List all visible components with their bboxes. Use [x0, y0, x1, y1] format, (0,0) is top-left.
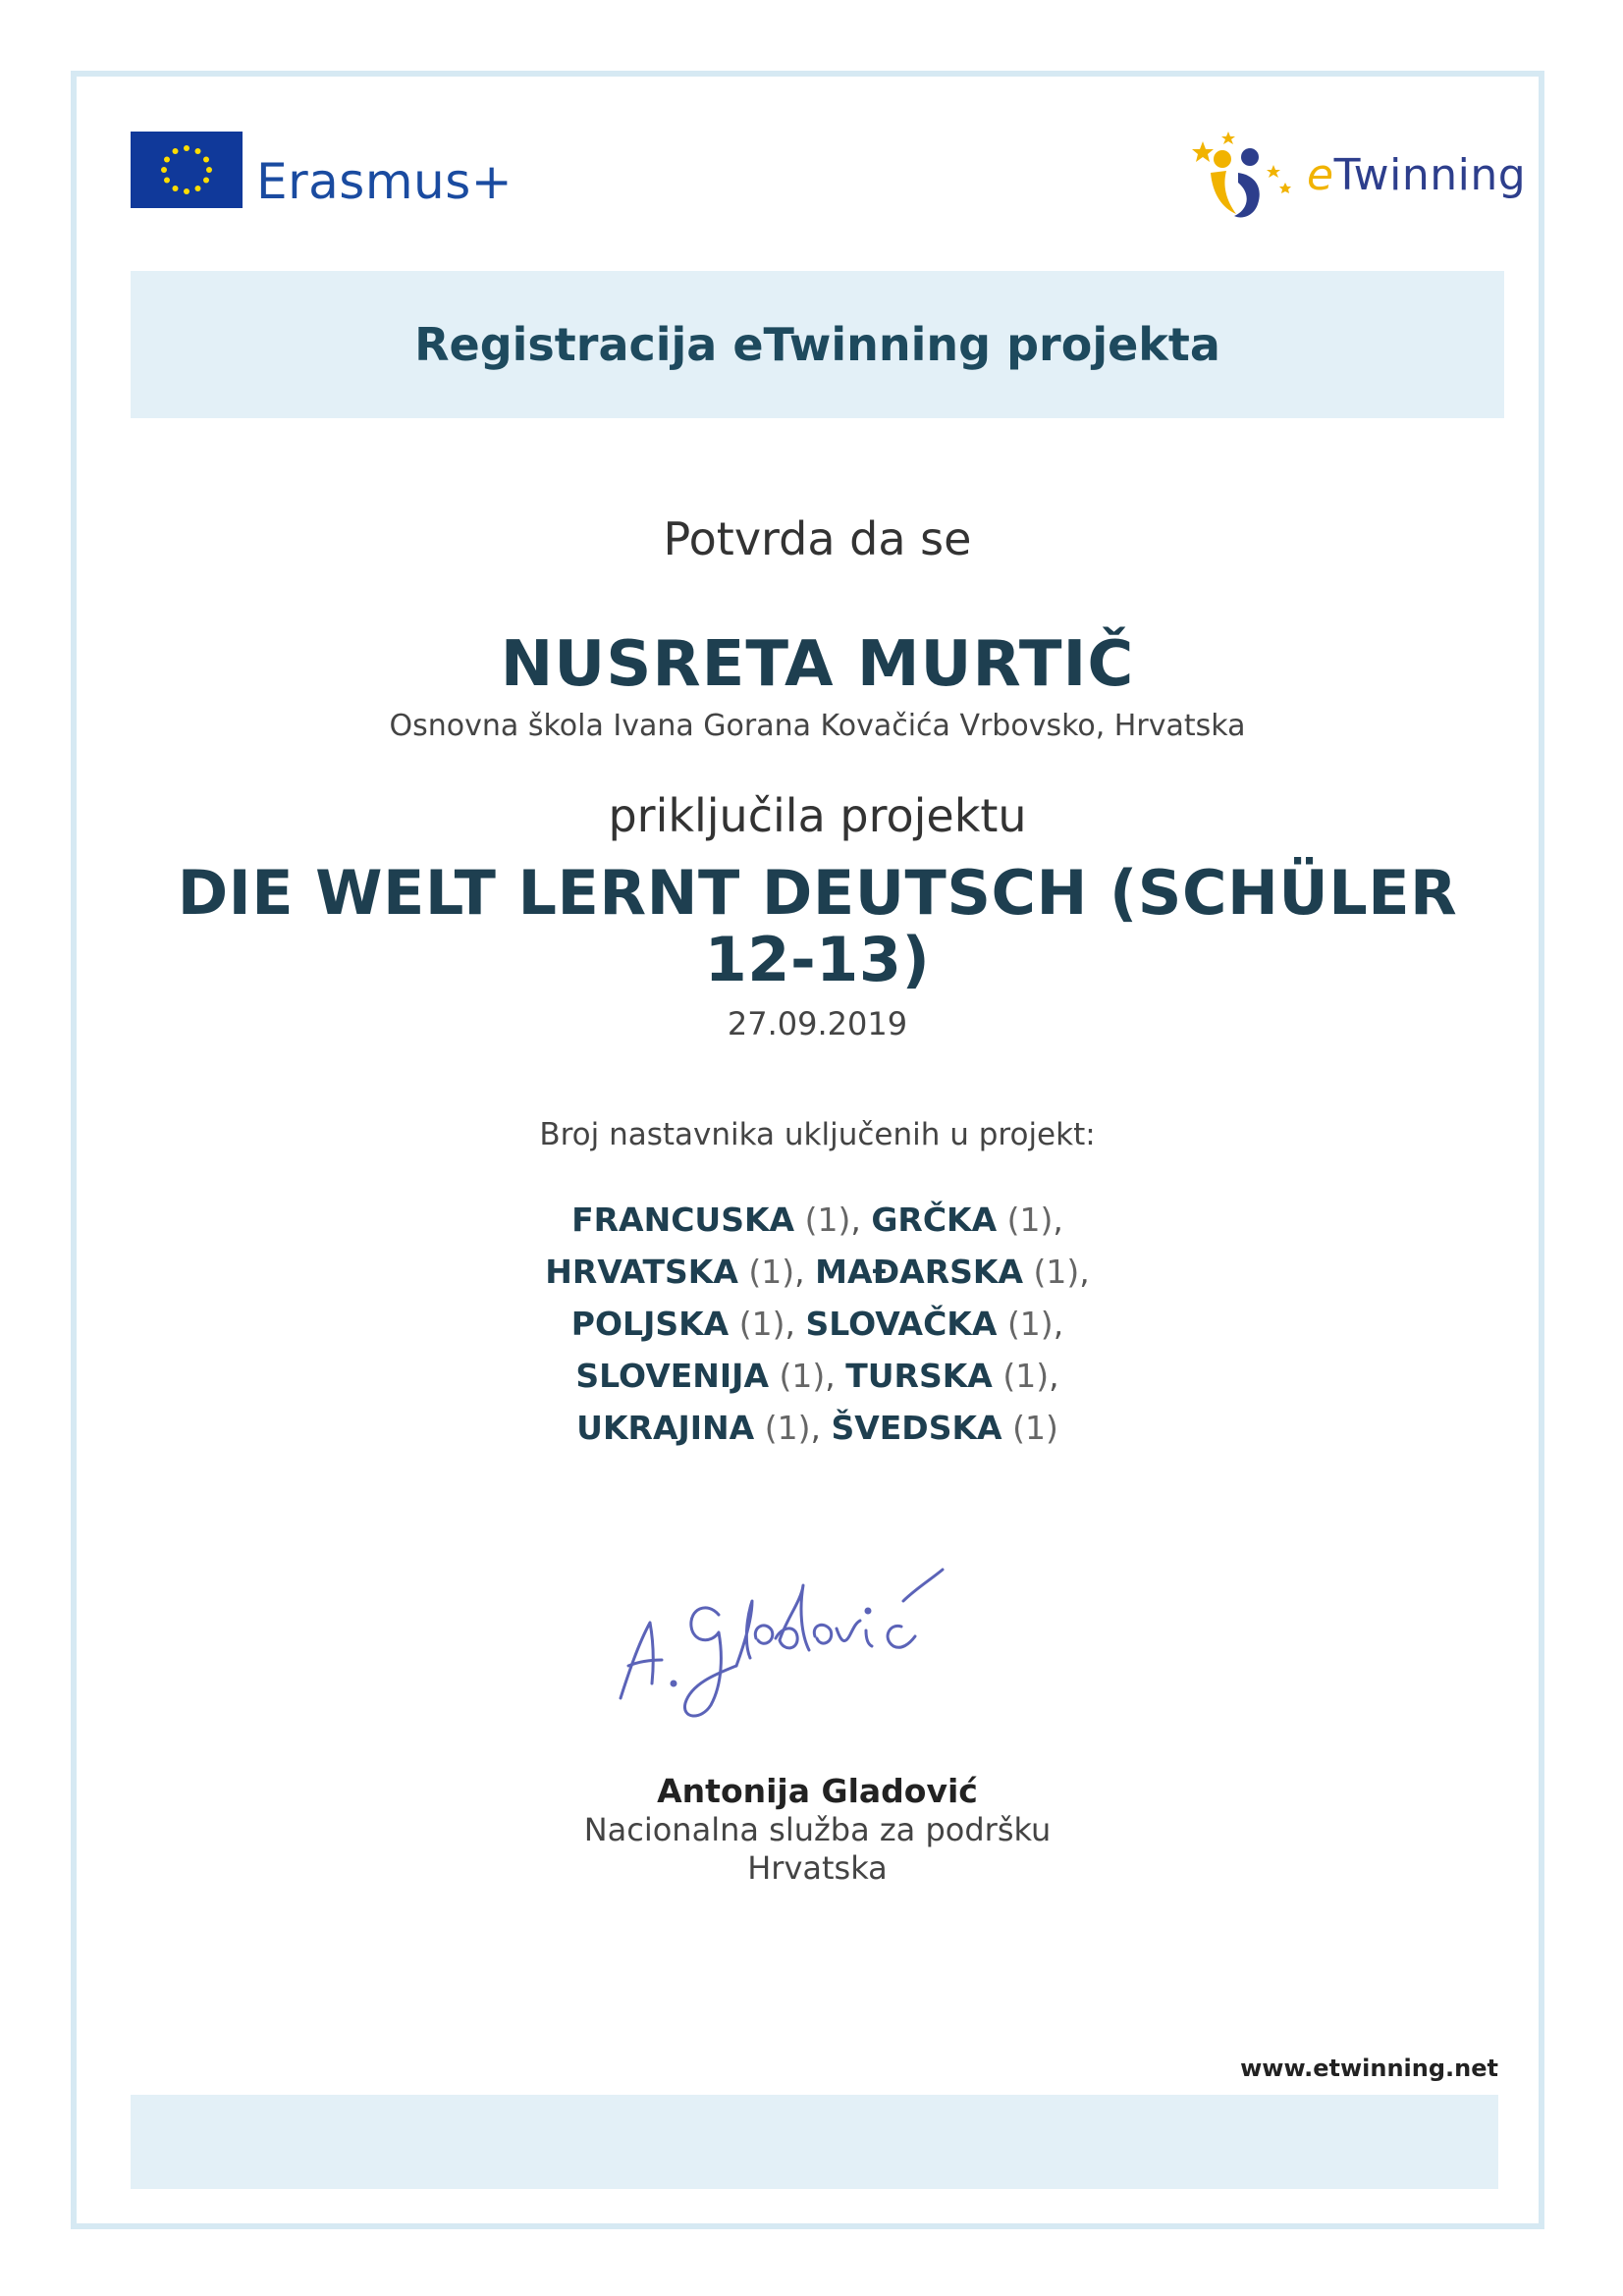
- recipient-name: NUSRETA MURTIČ: [500, 628, 1135, 701]
- country-name: SLOVAČKA: [805, 1305, 998, 1343]
- country-count: (1): [1002, 1357, 1050, 1395]
- countries-line: FRANCUSKA (1), GRČKA (1),: [571, 1201, 1063, 1239]
- registration-date: 27.09.2019: [727, 1005, 908, 1042]
- country-count: (1): [1006, 1305, 1054, 1343]
- country-name: MAĐARSKA: [815, 1253, 1024, 1291]
- country-count: (1): [764, 1409, 811, 1447]
- country-name: GRČKA: [871, 1201, 998, 1239]
- country-count: (1): [1006, 1201, 1054, 1239]
- joined-text: priključila projektu: [608, 789, 1027, 842]
- country-count: (1): [804, 1201, 851, 1239]
- signatory-role: Nacionalna služba za podršku: [583, 1811, 1052, 1848]
- website-link[interactable]: www.etwinning.net: [1240, 2055, 1498, 2082]
- erasmus-logo: [131, 130, 513, 208]
- header-band: [131, 271, 1504, 418]
- country-count: (1): [738, 1305, 785, 1343]
- intro-text: Potvrda da se: [663, 512, 972, 565]
- country-count: (1): [1033, 1253, 1080, 1291]
- country-name: FRANCUSKA: [571, 1201, 795, 1239]
- footer-band: [131, 2095, 1498, 2189]
- etwinning-wordmark: eTwinning: [1307, 149, 1527, 200]
- etwinning-figures-icon: [1183, 126, 1301, 224]
- project-title: DIE WELT LERNT DEUTSCH (SCHÜLER 12-13): [177, 857, 1458, 995]
- country-count: (1): [779, 1357, 826, 1395]
- signature-image: [609, 1536, 1041, 1733]
- country-name: SLOVENIJA: [575, 1357, 769, 1395]
- erasmus-wordmark: Erasmus+: [256, 153, 514, 210]
- countries-line: POLJSKA (1), SLOVAČKA (1),: [570, 1305, 1064, 1343]
- signatory-name: Antonija Gladović: [657, 1772, 978, 1810]
- country-name: HRVATSKA: [545, 1253, 738, 1291]
- country-count: (1): [748, 1253, 795, 1291]
- countries-line: UKRAJINA (1), ŠVEDSKA (1): [576, 1409, 1058, 1447]
- page-title: Registracija eTwinning projekta: [414, 318, 1220, 371]
- country-name: POLJSKA: [570, 1305, 730, 1343]
- eu-flag-icon: [131, 132, 243, 208]
- signatory-country: Hrvatska: [747, 1849, 888, 1887]
- country-name: UKRAJINA: [576, 1409, 755, 1447]
- country-count: (1): [1012, 1409, 1058, 1447]
- countries-line: SLOVENIJA (1), TURSKA (1),: [575, 1357, 1059, 1395]
- countries-list: [131, 1194, 1504, 1454]
- country-name: TURSKA: [845, 1357, 993, 1395]
- etwinning-logo: [1183, 126, 1526, 224]
- country-name: ŠVEDSKA: [831, 1409, 1002, 1447]
- countries-line: HRVATSKA (1), MAĐARSKA (1),: [545, 1253, 1090, 1291]
- teachers-count-label: Broj nastavnika uključenih u projekt:: [539, 1117, 1096, 1152]
- school-name: Osnovna škola Ivana Gorana Kovačića Vrbovsko, Hrvatska: [389, 709, 1246, 743]
